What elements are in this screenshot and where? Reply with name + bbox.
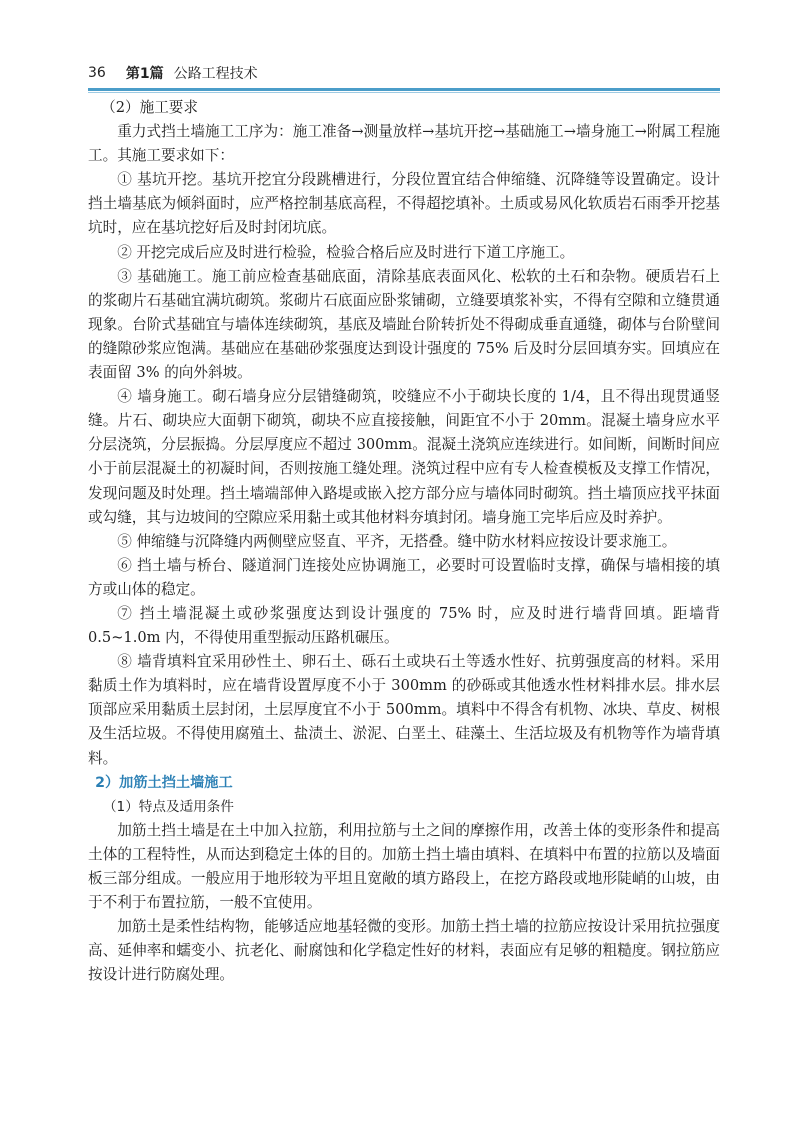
paragraph-reinforced-2: 加筋土是柔性结构物，能够适应地基轻微的变形。加筋土挡土墙的拉筋应按设计采用抗拉强度高、延伸率和蠕变小、抗老化、耐腐蚀和化学稳定性好的材料，表面应有足够的粗糙度。钢拉筋应按设计进行防腐处理。 <box>88 918 720 984</box>
header-rule <box>88 88 720 91</box>
paragraph-item-3: ③ 基础施工。施工前应检查基础底面，清除基底表面风化、松软的土石和杂物。硬质岩石上的浆砌片石基础宜满坑砌筑。浆砌片石底面应卧浆铺砌，立缝要填浆补实，不得有空隙和立缝贯通现象。台阶式基础宜与墙体连续砌筑，基底及墙趾台阶转折处不得砌成垂直通缝，砌体与台阶壁间的缝隙砂浆应饱满。基础应在基础砂浆强度达到设计强度的 75% 后及时分层回填夯实。回填应在表面留 3% 的向外斜坡。 <box>88 267 720 382</box>
section-heading-reinforced-earth-wall: 2）加筋土挡土墙施工 <box>95 774 233 791</box>
paragraph-reinforced-1: 加筋土挡土墙是在土中加入拉筋，利用拉筋与土之间的摩擦作用，改善土体的变形条件和提高土体的工程特性，从而达到稳定土体的目的。加筋土挡土墙由填料、在填料中布置的拉筋以及墙面板三部分组成。一般应用于地形较为平坦且宽敞的填方路段上，在挖方路段或地形陡峭的山坡，由于不利于布置拉筋，一般不宜使用。 <box>88 821 720 912</box>
paragraph-item-6: ⑥ 挡土墙与桥台、隧道洞门连接处应协调施工，必要时可设置临时支撑，确保与墙相接的填方或山体的稳定。 <box>88 556 720 598</box>
paragraph-item-5: ⑤ 伸缩缝与沉降缝内两侧壁应竖直、平齐，无搭叠。缝中防水材料应按设计要求施工。 <box>117 532 677 550</box>
paragraph-item-4: ④ 墙身施工。砌石墙身应分层错缝砌筑，咬缝应不小于砌块长度的 1/4，且不得出现贯通竖缝。片石、砌块应大面朝下砌筑，砌块不应直接接触，间距宜不小于 20mm。混凝土墙身应水平分层浇筑，分层振捣。分层厚度应不超过 300mm。混凝土浇筑应连续进行。如间断，间断时间应小于前层混凝土的初凝时间，否则按施工缝处理。浇筑过程中应有专人检查模板及支撑工作情况，发现问题及时处理。挡土墙端部伸入路堤或嵌入挖方部分应与墙体同时砌筑。挡土墙顶应找平抹面或勾缝，其与边坡间的空隙应采用黏土或其他材料夯填封闭。墙身施工完毕后应及时养护。 <box>88 388 720 526</box>
header-title: 公路工程技术 <box>173 66 258 82</box>
page-number: 36 <box>88 65 106 81</box>
running-header <box>88 60 720 86</box>
paragraph-item-1: ① 基坑开挖。基坑开挖宜分段跳槽进行，分段位置宜结合伸缩缝、沉降缝等设置确定。设计挡土墙基底为倾斜面时，应严格控制基底高程，不得超挖填补。土质或易风化软质岩石雨季开挖基坑时，应在基坑挖好后及时封闭坑底。 <box>88 171 720 237</box>
paragraph-item-7: ⑦ 挡土墙混凝土或砂浆强度达到设计强度的 75% 时，应及时进行墙背回填。距墙背 0.5~1.0m 内，不得使用重型振动压路机碾压。 <box>88 604 720 647</box>
paragraph-item-8: ⑧ 墙背填料宜采用砂性土、卵石土、砾石土或块石土等透水性好、抗剪强度高的材料。采用黏质土作为填料时，应在墙背设置厚度不小于 300mm 的砂砾或其他透水性材料排水层。排水层顶部应采用黏质土层封闭，土层厚度宜不小于 500mm。填料中不得含有机物、冰块、草皮、树根及生活垃圾。不得使用腐殖土、盐渍土、淤泥、白垩土、硅藻土、生活垃圾及有机物等作为墙背填料。 <box>88 653 720 767</box>
paragraph-item-2: ② 开挖完成后应及时进行检验，检验合格后应及时进行下道工序施工。 <box>117 243 575 261</box>
header-rule-thin <box>88 92 720 93</box>
subheading-characteristics: （1）特点及适用条件 <box>102 798 234 815</box>
part-label: 第1篇 <box>125 66 164 82</box>
paragraph-intro: 重力式挡土墙施工工序为：施工准备→测量放样→基坑开挖→基础施工→墙身施工→附属工程施工。其施工要求如下： <box>88 123 720 165</box>
page-body <box>88 96 720 987</box>
section-heading-construction-requirements: （2）施工要求 <box>101 99 198 116</box>
